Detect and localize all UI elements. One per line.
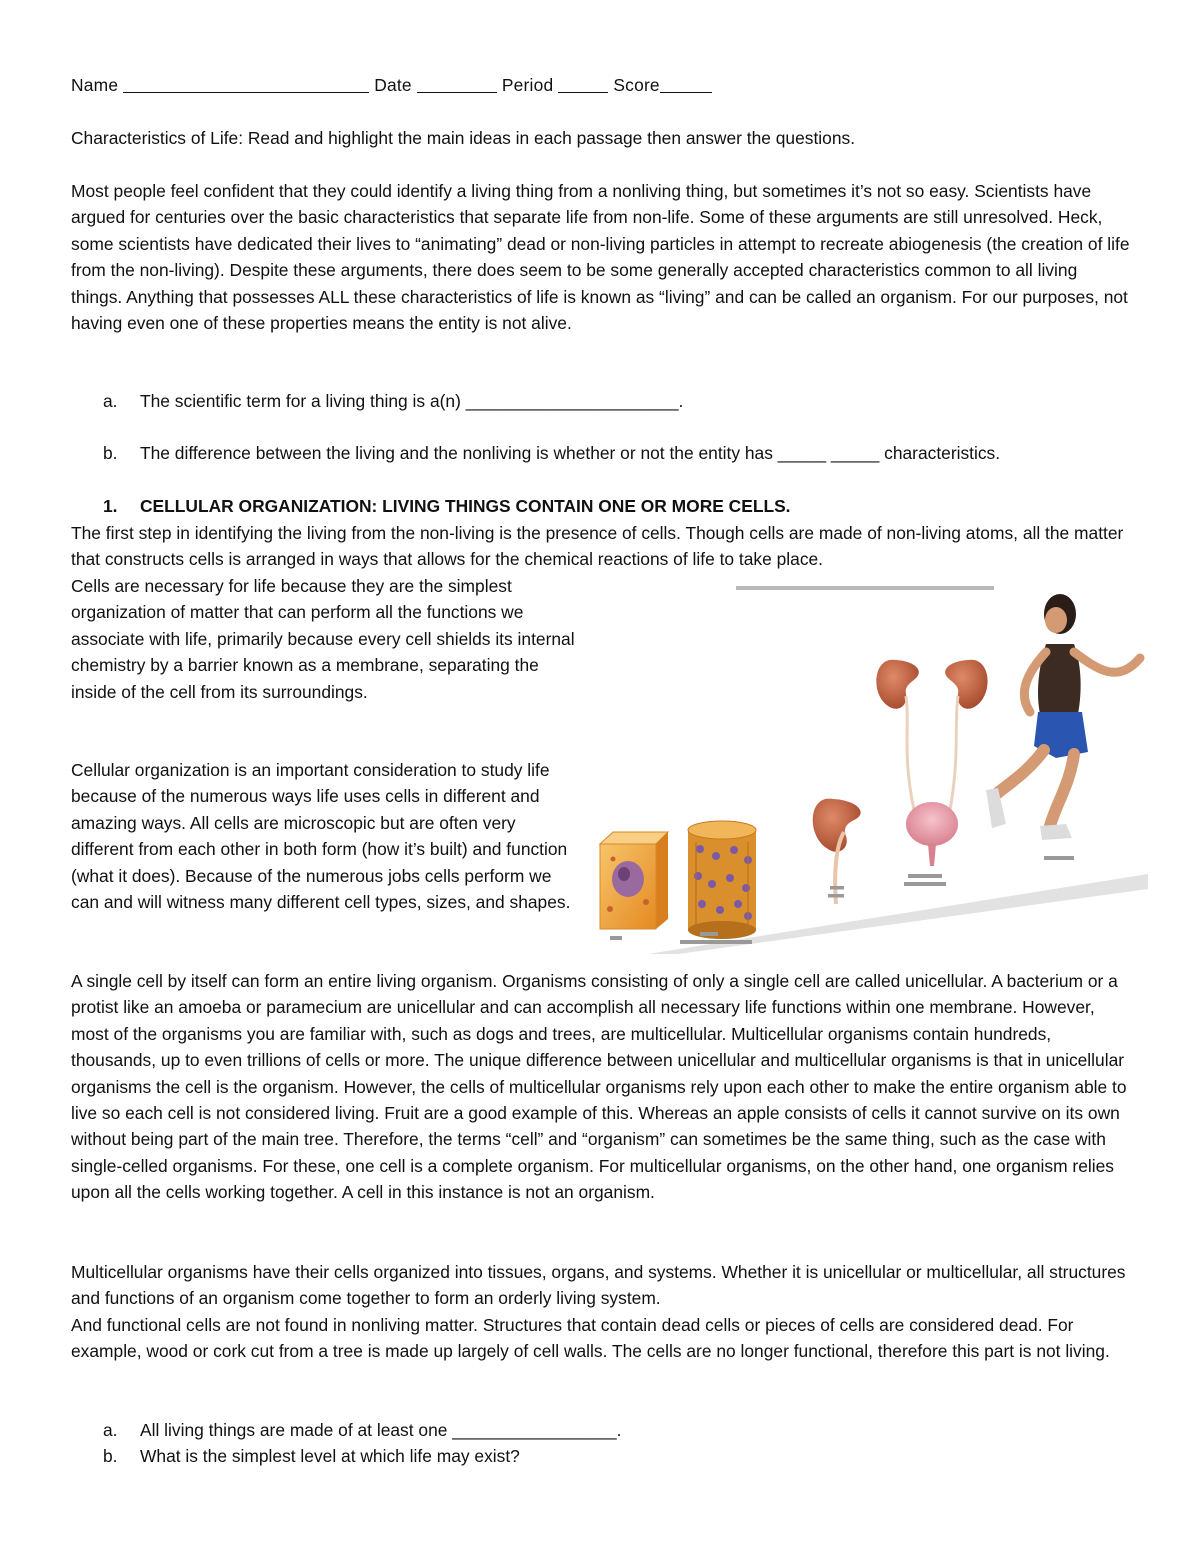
period-blank[interactable] bbox=[558, 92, 608, 93]
question-2b bbox=[103, 1443, 520, 1469]
section-title: CELLULAR ORGANIZATION: LIVING THINGS CONTAIN ONE OR MORE CELLS. bbox=[140, 496, 791, 516]
tissue-label-mark bbox=[700, 932, 718, 936]
organism-label-mark bbox=[1044, 856, 1074, 860]
question-1b bbox=[103, 440, 1000, 466]
organ-sub-label-mark bbox=[828, 894, 844, 898]
score-blank[interactable] bbox=[660, 92, 712, 93]
question-2a bbox=[103, 1417, 622, 1443]
multicellular-text: Multicellular organisms have their cells organized into tissues, organs, and systems. Whether it is unicellular or multicellular, all structures and functions of an organism come together to form an orderly living system. bbox=[71, 1262, 1126, 1309]
organ-system-sub-label-mark bbox=[904, 882, 946, 886]
organ-label-mark bbox=[830, 886, 844, 890]
organism-runner-drawing bbox=[986, 594, 1140, 840]
question-text: All living things are made of at least one _________________. bbox=[140, 1420, 622, 1440]
date-label: Date bbox=[374, 75, 412, 95]
question-text: What is the simplest level at which life may exist? bbox=[140, 1446, 520, 1466]
date-blank[interactable] bbox=[417, 92, 497, 93]
organ-system-drawing bbox=[876, 660, 987, 866]
question-label: b. bbox=[103, 443, 118, 463]
cells-necessary-paragraph: Cells are necessary for life because they are the simplest organization of matter that can perform all the functions we associate with life, primarily because every cell shields its internal chemistry by a barrier known as a membrane, separating the inside of the cell from its surroundings. bbox=[71, 576, 575, 702]
instructions: Characteristics of Life: Read and highlight the main ideas in each passage then answer the questions. bbox=[71, 128, 856, 148]
tissue-sub-label-mark bbox=[680, 940, 752, 944]
organ-system-label-mark bbox=[908, 874, 942, 878]
name-blank[interactable] bbox=[123, 92, 369, 93]
dead-matter-text: And functional cells are not found in nonliving matter. Structures that contain dead cells or pieces of cells are considered dead. For example, wood or cork cut from a tree is made up largely of cell walls. The cells are no longer functional, therefore this part is not living. bbox=[71, 1314, 1110, 1362]
section-intro: The first step in identifying the living from the non-living is the presence of cells. Though cells are made of non-living atoms, all the matter that constructs cells is arranged in ways that allows for the chemical reactions of life to take place. bbox=[71, 523, 1124, 570]
cell-drawing bbox=[600, 832, 668, 929]
section-heading bbox=[103, 493, 791, 519]
intro-paragraph: Most people feel confident that they could identify a living thing from a nonliving thing, but sometimes it’s not so easy. Scientists have argued for centuries over the basic characteristics that separate life from non-life. Some of these arguments are still unresolved. Heck, some scientists have dedicated their lives to “animating” dead or non-living particles in attempt to recreate abiogenesis (the creation of life from the non-living). Despite these arguments, there does seem to be some generally accepted characteristics common to all living things. Anything that possesses ALL these characteristics of life is known as “living” and can be called an organism. For our purposes, not having even one of these properties means the entity is not alive. bbox=[71, 181, 1130, 334]
cellular-organization-paragraph: Cellular organization is an important consideration to study life because of the numerous ways life uses cells in different and amazing ways. All cells are microscopic but are often very different from each other in both form (how it’s built) and function (what it does). Because of the numerous jobs cells perform we can and will witness many different cell types, sizes, and shapes. bbox=[71, 760, 571, 913]
period-label: Period bbox=[501, 75, 554, 95]
unicellular-paragraph: A single cell by itself can form an entire living organism. Organisms consisting of only a single cell are called unicellular. A bacterium or a protist like an amoeba or paramecium are unicellular and can accomplish all necessary life functions within one membrane. However, most of the organisms you are familiar with, such as dogs and trees, are multicellular. Multicellular organisms contain hundreds, thousands, up to even trillions of cells or more. The unique difference between unicellular and multicellular organisms is that in unicellular organisms the cell is the organism. However, the cells of multicellular organisms rely upon each other to make the entire organism able to live so each cell is not considered living. Fruit are a good example of this. Whereas an apple consists of cells it cannot survive on its own without being part of the main tree. Therefore, the terms “cell” and “organism” can sometimes be the same thing, such as the case with single-celled organisms. For these, one cell is a complete organism. For multicellular organisms, on the other hand, one organism relies upon all the cells working together. A cell in this instance is not an organism. bbox=[71, 971, 1127, 1203]
question-1a bbox=[103, 388, 683, 414]
copyright-text-line bbox=[736, 586, 994, 590]
name-label: Name bbox=[71, 75, 119, 95]
header-line bbox=[71, 72, 1131, 98]
multicellular-paragraph bbox=[71, 1259, 1131, 1365]
levels-of-organization-figure bbox=[588, 574, 1158, 954]
question-text: The scientific term for a living thing is a(n) ______________________. bbox=[140, 391, 684, 411]
question-label: a. bbox=[103, 391, 118, 411]
question-label: b. bbox=[103, 1446, 118, 1466]
cell-label-mark bbox=[610, 936, 622, 940]
section-number: 1. bbox=[103, 496, 118, 516]
score-label: Score bbox=[613, 75, 660, 95]
question-text: The difference between the living and the nonliving is whether or not the entity has _____ _____ characteristics. bbox=[140, 443, 1001, 463]
question-label: a. bbox=[103, 1420, 118, 1440]
tissue-drawing bbox=[688, 821, 756, 939]
